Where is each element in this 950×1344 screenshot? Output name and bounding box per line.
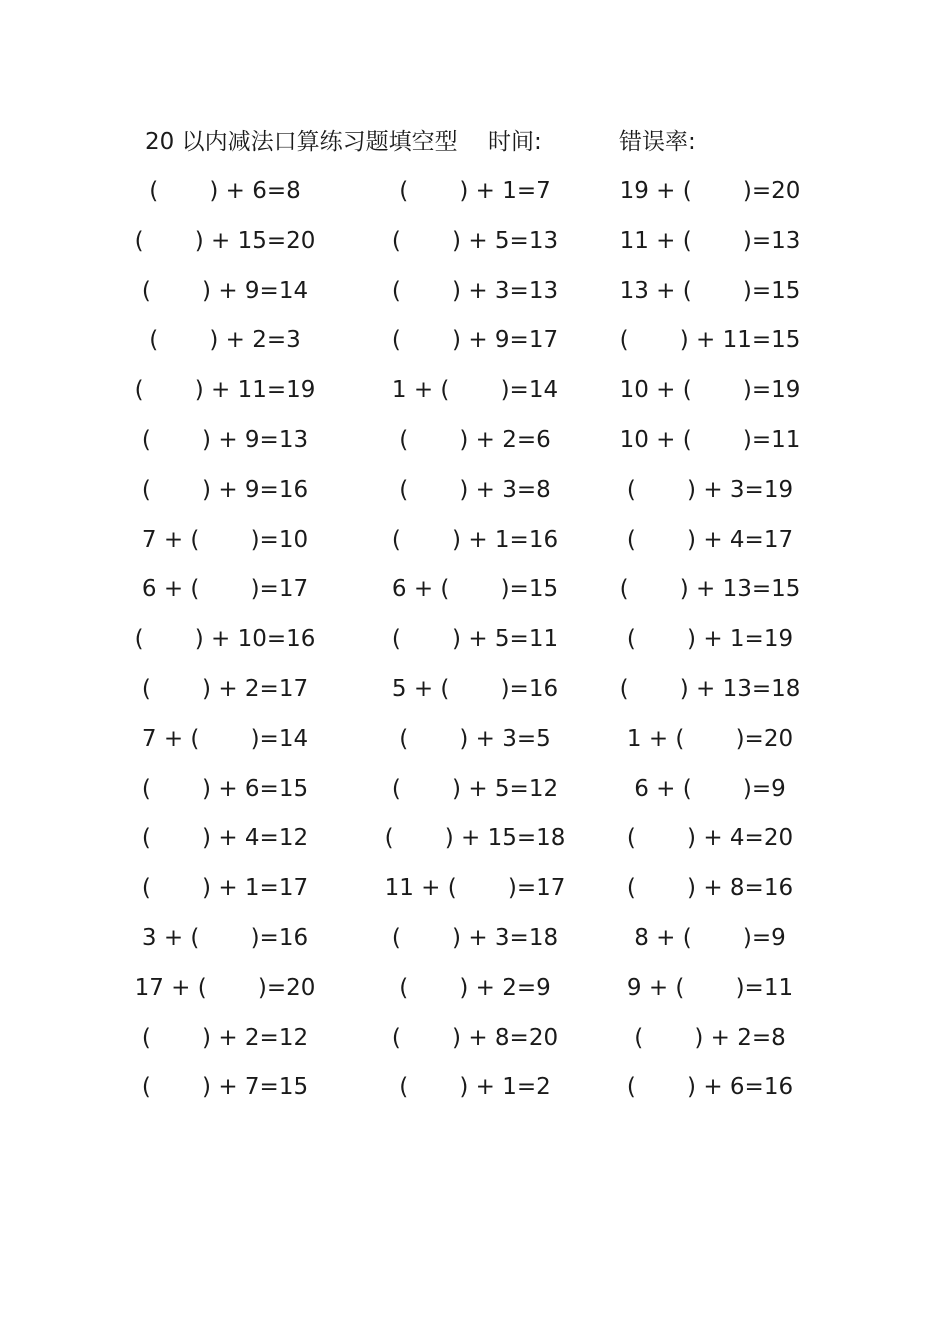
- problem-row: [0, 917, 950, 967]
- problem-cell: 10 + ( )=11: [619, 426, 801, 453]
- problem-cell: ( ) + 8=20: [391, 1024, 559, 1051]
- problem-cell: 6 + ( )=17: [141, 576, 309, 603]
- problem-cell: 7 + ( )=14: [141, 725, 309, 752]
- problem-grid: [0, 170, 950, 1116]
- problem-cell: 8 + ( )=9: [634, 924, 786, 951]
- problem-cell: ( ) + 10=16: [134, 626, 316, 653]
- problem-cell: ( ) + 3=8: [399, 476, 551, 503]
- problem-cell: ( ) + 15=20: [134, 227, 316, 254]
- problem-cell: ( ) + 4=17: [626, 526, 794, 553]
- problem-cell: 1 + ( )=20: [626, 725, 794, 752]
- problem-cell: ( ) + 6=15: [141, 775, 309, 802]
- problem-row: [0, 270, 950, 320]
- problem-cell: ( ) + 1=2: [399, 1074, 551, 1101]
- problem-cell: 13 + ( )=15: [619, 277, 801, 304]
- problem-cell: ( ) + 11=15: [619, 327, 801, 354]
- problem-cell: 11 + ( )=13: [619, 227, 801, 254]
- problem-row: [0, 817, 950, 867]
- problem-cell: ( ) + 3=19: [626, 476, 794, 503]
- problem-row: [0, 519, 950, 569]
- time-label: 时间:: [488, 129, 542, 155]
- problem-cell: ( ) + 6=16: [626, 1074, 794, 1101]
- problem-cell: ( ) + 2=8: [634, 1024, 786, 1051]
- problem-row: [0, 319, 950, 369]
- problem-cell: 6 + ( )=15: [391, 576, 559, 603]
- problem-row: [0, 768, 950, 818]
- problem-row: [0, 469, 950, 519]
- problem-cell: ( ) + 4=20: [626, 825, 794, 852]
- problem-cell: ( ) + 7=15: [141, 1074, 309, 1101]
- problem-row: [0, 618, 950, 668]
- problem-cell: ( ) + 2=3: [149, 327, 301, 354]
- problem-cell: ( ) + 2=9: [399, 974, 551, 1001]
- problem-cell: 19 + ( )=20: [619, 178, 801, 204]
- problem-row: [0, 568, 950, 618]
- problem-cell: ( ) + 9=16: [141, 476, 309, 503]
- problem-cell: ( ) + 3=13: [391, 277, 559, 304]
- problem-cell: 17 + ( )=20: [134, 974, 316, 1001]
- worksheet-header: [145, 124, 825, 160]
- problem-cell: ( ) + 1=7: [399, 178, 551, 204]
- problem-cell: ( ) + 9=14: [141, 277, 309, 304]
- problem-row: [0, 1066, 950, 1116]
- problem-cell: ( ) + 1=17: [141, 875, 309, 902]
- problem-row: [0, 419, 950, 469]
- problem-cell: ( ) + 5=11: [391, 626, 559, 653]
- problem-cell: ( ) + 1=19: [626, 626, 794, 653]
- problem-row: [0, 220, 950, 270]
- problem-cell: ( ) + 2=17: [141, 675, 309, 702]
- problem-cell: ( ) + 13=15: [619, 576, 801, 603]
- problem-cell: ( ) + 3=5: [399, 725, 551, 752]
- problem-cell: 6 + ( )=9: [634, 775, 786, 802]
- problem-cell: ( ) + 13=18: [619, 675, 801, 702]
- problem-row: [0, 170, 950, 220]
- problem-cell: ( ) + 4=12: [141, 825, 309, 852]
- problem-cell: ( ) + 5=12: [391, 775, 559, 802]
- problem-cell: ( ) + 9=17: [391, 327, 559, 354]
- problem-cell: 1 + ( )=14: [391, 377, 559, 404]
- problem-cell: ( ) + 3=18: [391, 924, 559, 951]
- problem-cell: ( ) + 8=16: [626, 875, 794, 902]
- problem-cell: ( ) + 11=19: [134, 377, 316, 404]
- worksheet-title: 20 以内减法口算练习题填空型: [145, 129, 458, 155]
- problem-cell: ( ) + 9=13: [141, 426, 309, 453]
- problem-cell: ( ) + 2=6: [399, 426, 551, 453]
- problem-cell: 7 + ( )=10: [141, 526, 309, 553]
- problem-row: [0, 668, 950, 718]
- problem-cell: ( ) + 6=8: [149, 178, 301, 204]
- problem-cell: 9 + ( )=11: [626, 974, 794, 1001]
- problem-row: [0, 718, 950, 768]
- problem-cell: ( ) + 1=16: [391, 526, 559, 553]
- problem-cell: ( ) + 2=12: [141, 1024, 309, 1051]
- problem-cell: 10 + ( )=19: [619, 377, 801, 404]
- error-rate-label: 错误率:: [619, 129, 696, 155]
- problem-cell: ( ) + 5=13: [391, 227, 559, 254]
- problem-cell: 3 + ( )=16: [141, 924, 309, 951]
- problem-cell: 11 + ( )=17: [384, 875, 566, 902]
- problem-row: [0, 867, 950, 917]
- problem-row: [0, 1017, 950, 1067]
- problem-row: [0, 967, 950, 1017]
- problem-cell: ( ) + 15=18: [384, 825, 566, 852]
- problem-row: [0, 369, 950, 419]
- problem-cell: 5 + ( )=16: [391, 675, 559, 702]
